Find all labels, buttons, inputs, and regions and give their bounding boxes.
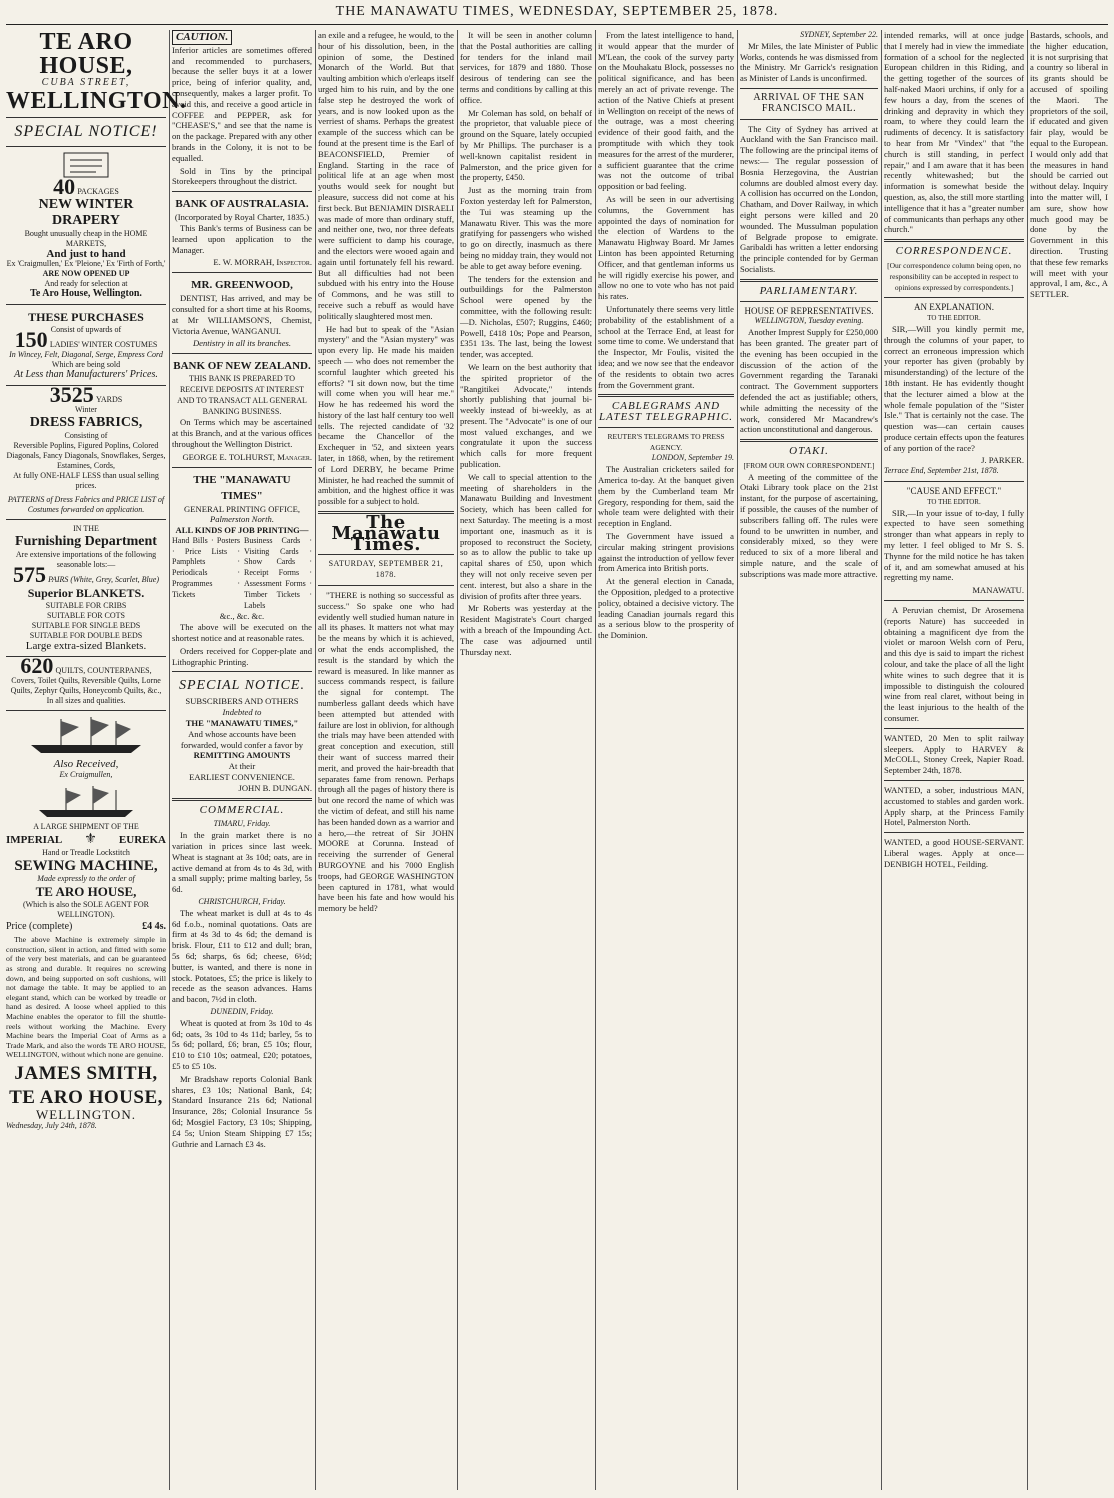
dentist-title: MR. GREENWOOD, bbox=[191, 279, 293, 292]
shop-name: TE ARO HOUSE, bbox=[39, 29, 133, 79]
otaki-heading: OTAKI. bbox=[789, 445, 829, 458]
explanation-heading: AN EXPLANATION. bbox=[914, 302, 994, 313]
correspondence-heading: CORRESPONDENCE. bbox=[895, 245, 1013, 258]
special-notice: SPECIAL NOTICE! bbox=[14, 122, 158, 140]
parliamentary-heading: PARLIAMENTARY. bbox=[759, 284, 859, 297]
column-divider bbox=[737, 30, 738, 1490]
printing-office-title: THE "MANAWATU TIMES" bbox=[193, 473, 291, 502]
commercial-heading: COMMERCIAL. bbox=[199, 803, 285, 816]
masthead-date: SATURDAY, SEPTEMBER 21, 1878. bbox=[328, 559, 444, 580]
wanted-advert: WANTED, 20 Men to split railway sleepers. Apply to HARVEY & McCOLL, Stoney Creek, Napier Road. September 24th, 1878. bbox=[884, 732, 1024, 776]
local-news-column: It will be seen in another column that the Postal authorities are calling for tenders for the inland mail services, for 1879 and 1880. Those desirous of tendering can see the terms and conditions by calling at this office. Mr Coleman has sold, on behalf of the proprietor, that valuable piece of ground on the Square, lately occupied by Mr Phillips. The purchaser is a well-known capitalist resident in Palmerston, and the price given for the property, £450. Just as the morning train from Foxton yesterday left for Palmerston, the Tui was steaming up the Manawatu River. This was the more gratifying for passengers who wished to go on directly, inasmuch as there being no midday train, they would not be able to get away before evening. The tenders for the extension and outbuildings for the Palmerston School were opened by the committee, with the following result:—D. Nicholas, £507; Ruggins, £460; Powell, £418 10s; Pope and Pearson, £351 13s. The last, being the lowest tender, was accepted. We learn on the best authority that the spirited proprietor of the "Rangitikei Advocate," intends shortly publishing that journal bi-weekly instead of bi-weekly, as at present. The "Advocate" is one of our most valued exchanges, and we congratulate it upon the success which calls for more frequent publication. We call to special attention to the meeting of shareholders in the Manawatu Building and Investment Society, which has been called for next Saturday. The meeting is a most important one, inasmuch as it is proposed to reconstruct the Society, so as to allow the public to take up capital shares of £50, upon which they will not only receive seven per cent. interest, but also a share in the division of profits after three years. Mr Roberts was yesterday at the Resident Magistrate's Court charged with a breach of the Impounding Act. The case was adjourned until Thursday next. bbox=[460, 30, 592, 657]
newspaper-header: THE MANAWATU TIMES, WEDNESDAY, SEPTEMBER 25, 1878. bbox=[335, 4, 779, 19]
edge-column: Bastards, schools, and the higher education, it is not surprising that a country so liberal in its grants should be accused of spoiling the Maori. The proprietors of the soil, if educated and given fair play, would be equal to the European. I would only add that the measures in hand should be carried out without delay. Inquiry into the matter will, I am sure, show how much good may be done by the Government in this direction. Trusting that these few remarks will meet with your approval, I am, &c., A SETTLER. bbox=[1030, 30, 1108, 300]
san-francisco-mail-heading: ARRIVAL OF THE SAN FRANCISCO MAIL. bbox=[753, 91, 865, 114]
column-divider bbox=[169, 30, 170, 1490]
ship-icon bbox=[31, 784, 141, 818]
telegraph-column: SYDNEY, September 22. Mr Miles, the late Minister of Public Works, contends he was dismissed from the Ministry. Mr Garrick's resignation as Minister of Lands is unconfirmed. ARRIVAL OF THE SAN FRANCISCO MAIL. The City of Sydney has arrived at Auckland with the San Francisco mail. The following are the principal items of news:— The regular possession of Bosnia Herzegovina, the Austrian columns are doubled almost every day. A collision has occurred on the London, Chatham, and Dover Railway, in which eight persons were killed and 20 wounded. The Mussulman population of Belgrade propose to emigrate. Garibaldi has written a letter endorsing the principle contended for by German Socialists. PARLIAMENTARY. HOUSE OF REPRESENTATIVES. WELLINGTON, Tuesday evening. Another Imprest Supply for £250,000 has been granted. The greater part of the evening has been occupied in the discussion of the action of the Government regarding the Taranaki contract. The Government supporters defended the act as justifiable; others, while admitting the necessity of the work, considered Mr Macandrew's action unconstitutional and dangerous. OTAKI. [FROM OUR OWN CORRESPONDENT.] A meeting of the committee of the Otaki Library took place on the 21st instant, for the purpose of ascertaining, if possible, the causes of the number of subscribers falling off. The rules were found to be unwritten in number, and considerably mixed, so they were reduced to six of a more liberal and simple nature, and the scale of subscriptions was made more attractive. bbox=[740, 30, 878, 579]
column-divider bbox=[315, 30, 316, 1490]
packages-count: 40 bbox=[53, 173, 76, 199]
editorial-column: an exile and a refugee, he would, to the hour of his dissolution, been, in the opinion of some, the Destined Monarch of the World. But that vaulting ambition which o'erleaps itself urged him to his ruin, and by the one false step he destroyed the work of years, and is now looked upon as the verriest of shams. Perhaps the greatest example of the success which can be found at the present time is the Earl of BEACONSFIELD, Premier of England. Starting in the race of political life at an age when most youths would seek for nought but pleasure, success did not come at his first beck. But BENJAMIN DISRAELI was made of more than ordinary stuff, and neither one, two, nor three defeats were sufficient to damp his courage, and the electors were wooed again and again until fortunately fell his reward. But all difficulties had not been subdued with his entry into the House of Commons, and he was still to receive such a rebuff as would have politically slaughtered most men. He had but to speak of the "Asian mystery" and the "Asian mystery" was upon every lip. He made his maiden speech — who does not remember the scornful laughter which greeted his efforts? "I sit down now, but the time will come when you will hear me." How he has redeemed his word the history of the last half century too well tells. The rejected candidate of '32 became the Chancellor of the Exchequer in '52, and sixteen years later, in 1868, when, by the retirement of Lord DERBY, he became Prime Minister, he had reached the summit of ambition, and the highest office it was possible for a subject to hold. The Manawatu Times. SATURDAY, SEPTEMBER 21, 1878. "THERE is nothing so successful as success." So spake one who had evidently well studied human nature in all its phases. It matters not what may be the means by which it is achieved, or what the ends accomplished, the result is the standard by which the reward is measured. In like manner as success commands respect, is failure the signal for contempt. The numberless gallant deeds which have been attempted but attended with failure are lost in oblivion, for although the trials may have been attended with great conception and execution, still their want of success marred their merit, and proved the hair-breadth that separates fame from renown. Perhaps through all the pages of history there is but one record the name of which was the victim of defeat, and still his name has been handed down as a warrior and a hero,—the retreat of Sir JOHN MOORE at Corunna. Instead of receiving the surrender of General BURGOYNE and his 7000 English troops, had GEORGE WASHINGTON been captured in 1781, what would have been his fate and how would his memory be held? bbox=[318, 30, 454, 914]
wanted-advert: WANTED, a sober, industrious MAN, accustomed to stables and garden work. Apply sharp, at the Princess Family Hotel, Palmerston North. bbox=[884, 785, 1024, 828]
proprietor-name: JAMES SMITH, bbox=[14, 1062, 158, 1084]
ship-icon bbox=[21, 715, 151, 755]
header-rule bbox=[6, 24, 1108, 25]
column-divider bbox=[595, 30, 596, 1490]
cause-effect-heading: "CAUSE AND EFFECT." bbox=[906, 486, 1002, 497]
te-aro-house-advert: TE ARO HOUSE, CUBA STREET, WELLINGTON. SPECIAL NOTICE! 40 PACKAGES NEW WINTER DRAPERY Bought unusually cheap in the HOME MARKETS, And just to hand Ex 'Craigmullen,' Ex 'Pleione,' Ex 'Firth of Forth,' ARE NOW OPENED UP And ready for selection at Te Aro House, Wellington. THESE PURCHASES Consist of upwards of 150 LADIES' WINTER COSTUMES In Wincey, Felt, Diagonal, Serge, Empress Cord Which are being sold At Less than Manufacturers' Prices. 3525 YARDS Winter DRESS FABRICS, Consisting of Reversible Poplins, Figured Poplins, Colored Diagonals, Fancy Diagonals, Snowflakes, Serges, Estamines, Cords, At fully ONE-HALF LESS than usual selling prices. PATTERNS of Dress Fabrics and PRICE LIST of Costumes forwarded on application. IN THE Furnishing Department Are extensive importations of the following seasonable lots:— 575 PAIRS (White, Grey, Scarlet, Blue) Superior BLANKETS. SUITABLE FOR CRIBS SUITABLE FOR COTS SUITABLE FOR SINGLE BEDS SUITABLE FOR DOUBLE BEDS Large extra-sized Blankets. 620 QUILTS, COUNTERPANES, Covers, Toilet Quilts, Reversible Quilts, Lorne Quilts, Zephyr Quilts, Honeycomb Quilts, &c., In all sizes and qualities. Also Received, Ex Craigmullen, A LARGE SHIPMENT OF THE IMPERIAL ⚜ EUREKA Hand or Treadle Lockstitch SEWING MACHINE, Made expressly to the order of TE ARO HOUSE, (Which is also the SOLE AGENT FOR WELLINGTON). Price (complete) £4 4s. The above Machine is extremely simple in construction, silent in action, and fitted with some of the very best materials, and can be guaranteed as strong and durable. It requires no screwing down, and being supported on soft cushions, will not damage the table. It may be applied to an elegant stand, which can be worked by treadle or hand as desired. A loose wheel applied to this Machine enables the operator to fill the shuttle-reels without working the Machine. Every Machine bears the Imperial Coat of Arms as a Trade Mark, and also the words TE ARO HOUSE, WELLINGTON, without which none are genuine. JAMES SMITH, TE ARO HOUSE, WELLINGTON. Wednesday, July 24th, 1878. bbox=[6, 29, 187, 1130]
advert-column-2: CAUTION. Inferior articles are sometimes offered and recommended to purchasers, because the seller buys it at a lower price, being of inferior quality, and, consequently, makes a larger profit. To avoid this, and receive a good article in COFFEE and PEPPER, ask for "CHEASE'S," and see that the name is on the package. Prepared with any other brands in the Colony, it is not to be equalled. Sold in Tins by the principal Storekeepers throughout the district. BANK OF AUSTRALASIA. (Incorporated by Royal Charter, 1835.) This Bank's terms of Business can be learned upon application to the Manager. E. W. MORRAH, Inspector. MR. GREENWOOD, DENTIST, Has arrived, and may be consulted for a short time at his Rooms, at Mr WILLIAMSON'S, Chemist, Victoria Avenue, WANGANUI. Dentistry in all its branches. BANK OF NEW ZEALAND. THIS BANK IS PREPARED TO RECEIVE DEPOSITS AT INTEREST AND TO TRANSACT ALL GENERAL BANKING BUSINESS. On Terms which may be ascertained at this Branch, and at the various offices throughout the Wellington District. GEORGE E. TOLHURST, Manager. THE "MANAWATU TIMES" GENERAL PRINTING OFFICE, Palmerston North. ALL KINDS OF JOB PRINTING— Hand Bills · Posters · Price Lists · Pamphlets · Periodicals · Programmes · Tickets Business Cards · Visiting Cards · Show Cards · Receipt Forms · Assessment Forms · Timber Tickets · Labels &c., &c. &c. The above will be executed on the shortest notice and at reasonable rates. Orders received for Copper-plate and Lithographic Printing. SPECIAL NOTICE. SUBSCRIBERS AND OTHERS Indebted to THE "MANAWATU TIMES," And whose accounts have been forwarded, would confer a favor by REMITTING AMOUNTS At their EARLIEST CONVENIENCE. JOHN B. DUNGAN. COMMERCIAL. TIMARU, Friday. In the grain market there is no variation in prices since last week. Wheat is stagnant at 3s 10d; oats, are in active demand at from 4s to 4s 3d, with a small supply; prime malting barley, 5s 6d. CHRISTCHURCH, Friday. The wheat market is dull at 4s to 4s 6d f.o.b., nominal quotations. Oats are firm at 4s 3d to 4s 6d; the demand is brisk. Flour, £11 to £12 and dull; bran, 5s 6d; sharps, 6s 6d; cheese, 6½d; butter, is wanted, and there is none in stock. Potatoes, £5; the price is likely to recede as the season advances. Hams and bacon, 7½d in cloth. DUNEDIN, Friday. Wheat is quoted at from 3s 10d to 4s 6d; oats, 3s 10d to 4s 11d; barley, 5s to 5s 6d; pollard, £6; bran, £5 10s; flour, £10 to £10 10s; oatmeal, £20; potatoes, £5 to £5 10s. Mr Bradshaw reports Colonial Bank shares, £3 10s; National Bank, £4; Standard Insurance 21s 6d; National Insurance, 28s; Colonial Insurance 5s 6d; Mosgiel Factory, £3 10s; Shipping, £4 5s; Union Steam Shipping £7 15s; Guthrie and Larnach £3 4s. bbox=[172, 31, 312, 1149]
bank-nz-title: BANK OF NEW ZEALAND. bbox=[173, 360, 311, 373]
caution-badge: CAUTION. bbox=[172, 30, 232, 45]
price-label: Price (complete) bbox=[6, 921, 73, 933]
new-winter-drapery: NEW WINTER DRAPERY bbox=[38, 196, 134, 228]
bank-australasia-title: BANK OF AUSTRALASIA. bbox=[175, 198, 309, 211]
masthead: The Manawatu Times. bbox=[331, 512, 441, 555]
wanted-advert: WANTED, a good HOUSE-SERVANT. Liberal wages. Apply at once—DENBIGH HOTEL, Feilding. bbox=[884, 837, 1024, 869]
special-notice-heading: SPECIAL NOTICE. bbox=[179, 678, 305, 694]
street: CUBA STREET, bbox=[41, 77, 131, 88]
news-cables-column: From the latest intelligence to hand, it would appear that the murder of M'Lean, the cook of the survey party on the Mouhakatu Block, possesses no political significance, and has been merely an act of private revenge. The action of the Native Chiefs at present in Wellington on receipt of the news of the outrage, was a most cheering evidence of their good faith, and the promptitude with which they took measures for the arrest of the murderer, a sufficient guarantee that the crime was not the outcome of tribal opposition or bad feeling. As will be seen in our advertising columns, the Government has appointed the days of nomination for the election of Wardens to the Manawatu Highway Board. Mr James Linton has been appointed Returning Officer, and that gentleman informs us he will rigidly exercise his power, and allow no one to vote who has not paid his rates. Unfortunately there seems very little probability of the establishment of a school at the Terrace End, at least for some time to come. We understand that the Inspector, Mr Foulis, visited the idea; and we now see that the endeavor of the residents to obtain two acres from the Government grant. CABLEGRAMS AND LATEST TELEGRAPHIC. REUTER'S TELEGRAMS TO PRESS AGENCY. LONDON, September 19. The Australian cricketers sailed for America to-day. At the banquet given them by the Cumberland team Mr Gregory, responding for them, said the whole team were delighted with their reception in England. The Government have issued a circular making stringent provisions against the introduction of yellow fever from America into British ports. At the general election in Canada, the Opposition, pledged to a protective policy, obtained a decisive victory. The leading Canadian journals regard this as a serious blow to the prosperity of the Dominion. bbox=[598, 30, 734, 641]
leader-article: "THERE is nothing so successful as success." So spake one who had evidently well studied human nature in all its phases. It matters not what may be the means by which it is achieved, or what the ends accomplished, the result is the standard by which the reward is measured. In like manner as success commands respect, is failure the signal for contempt. The numberless gallant deeds which have been attempted but attended with failure are lost in oblivion, for although the trials may have been attended with great conception and execution, still their want of success marred their merit, and proved the hair-breadth that separates fame from renown. Perhaps through all the pages of history there is but one record the name of which was the victim of defeat, and still his name has been handed down as a warrior and a hero,—the retreat of Sir JOHN MOORE at Corunna. Instead of receiving the surrender of General BURGOYNE and his 7000 English troops, had GEORGE WASHINGTON been captured in 1781, what would have been his fate and how would his memory be held? bbox=[318, 590, 454, 914]
column-divider bbox=[457, 30, 458, 1490]
cablegrams-heading: CABLEGRAMS AND LATEST TELEGRAPHIC. bbox=[599, 400, 733, 424]
column-divider bbox=[1027, 30, 1028, 1490]
price-value: £4 4s. bbox=[142, 921, 166, 933]
coat-of-arms-icon: ⚜ bbox=[84, 831, 97, 847]
caution-text: Inferior articles are sometimes offered and recommended to purchasers, because the seller buys it at a lower price, being of inferior quality, and, consequently, makes a larger profit. To avoid this, and receive a good article in COFFEE and PEPPER, ask for "CHEASE'S," and see that the name is on the package. Prepared with any other brands in the Colony, it is not to be equalled. bbox=[172, 44, 312, 163]
correspondence-column: intended remarks, will at once judge that I merely had in view the immediate formation of a school for the neglected European children in this Riding, and the getting together of the sources of half-naked Maori urchins, if only for a few hours a day, from the scenes of drinking and depravity in which they roam, to where they could learn the rudiments of decency. It is satisfactory to hear from Mr "Vindex" that "the church is still standing, in perfect repair," and I am aware that it has been recently whitewashed; but the information is somewhat beside the question, as, also, the still more startling intelligence that it has a "greater number of communicants than perhaps any other church." CORRESPONDENCE. [Our correspondence column being open, no responsibility can be accepted in respect to opinions expressed by correspondents.] AN EXPLANATION. TO THE EDITOR. SIR,—Will you kindly permit me, through the columns of your paper, to correct an erroneous impression which your reporter has given (probably by misunderstanding) of the lecture of the 18th instant. He has evidently thought that the lecturer aimed a blow at the whole female population of the "Sister Isle." That is certainly not the case. The question was—can certain causes produce certain effects upon the features of any portion of the race? J. PARKER. Terrace End, September 21st, 1878. "CAUSE AND EFFECT." TO THE EDITOR. SIR,—In your issue of to-day, I fully expected to have seen something stronger than what appears in reply to my letter. I feel obliged to Mr S. S. Thynne for the mild notice he has taken of it, and am somewhat amused at his regretting my name. MANAWATU. A Peruvian chemist, Dr Arosemena (reports Nature) has succeeded in obtaining a magnificent dye from the violet or maroon Welsh corn of Peru, and this dye is said to impart the richest colour, and take the place of all the light white wines to such degree that it is impossible to distinguish the coloured wine from real claret, without being in the least injurious to the health of the consumer. WANTED, 20 Men to split railway sleepers. Apply to HARVEY & McCOLL, Stoney Creek, Napier Road. September 24th, 1878. WANTED, a sober, industrious MAN, accustomed to stables and garden work. Apply sharp, at the Princess Family Hotel, Palmerston North. WANTED, a good HOUSE-SERVANT. Liberal wages. Apply at once—DENBIGH HOTEL, Feilding. bbox=[884, 30, 1024, 869]
city: WELLINGTON. bbox=[6, 87, 187, 114]
column-divider bbox=[881, 30, 882, 1490]
